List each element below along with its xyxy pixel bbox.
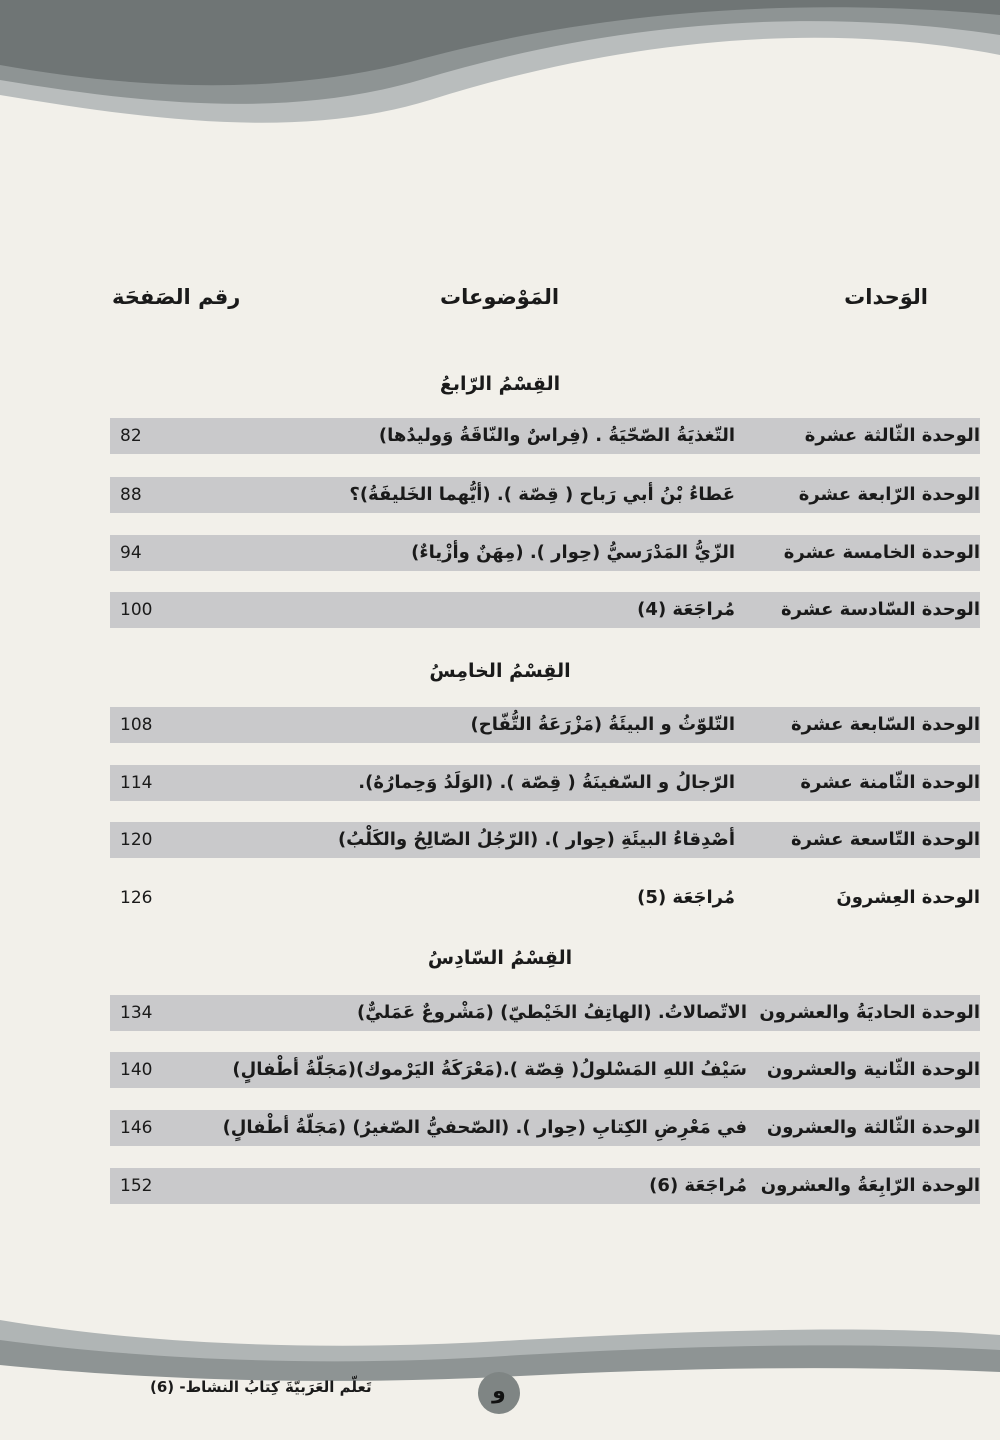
section-title: القِسْمُ السّادِسُ [427,947,573,969]
topic-label: مُراجَعَة (6) [649,1175,747,1196]
page-number: 140 [120,1060,153,1080]
unit-label: الوحدة التّاسعة عشرة [791,829,980,850]
topic-label: في مَعْرِضِ الكِتابِ (حِوار ). (الصّحفيُّ الصّغيرُ) (مَجَلّةُ أطْفالٍ) [222,1117,747,1138]
toc-row [110,1052,980,1088]
topic-label: التّلوّثُ و البيئَةُ (مَزْرَعَةُ التُّفّاح) [470,714,735,735]
page-number: 146 [120,1118,153,1138]
unit-label: الوحدة الرّابِعَةُ والعشرون [760,1175,980,1196]
toc-row [110,477,980,513]
header-topics: المَوْضوعات [440,285,560,309]
page-number: 88 [120,485,142,505]
unit-label: الوحدة الثّانية والعشرون [766,1059,980,1080]
page-number: 120 [120,830,153,850]
toc-row [110,1110,980,1146]
topic-label: عَطاءُ بْنُ أبي رَباح ( قِصّة ). (أيُّهما الخَليفَةُ)؟ [349,484,735,505]
toc-row [110,707,980,743]
page-number: 134 [120,1003,153,1023]
toc-row [110,822,980,858]
unit-label: الوحدة الخامسة عشرة [783,542,980,563]
section-title: القِسْمُ الرّابعُ [439,373,561,395]
unit-label: الوحدة الثّالثة والعشرون [766,1117,980,1138]
topic-label: الرّجالُ و السّفينَةُ ( قِصّة ). (الوَلَدُ وَحِمارُهُ). [358,772,735,793]
toc-row [110,765,980,801]
toc-row [110,995,980,1031]
unit-label: الوحدة السّادسة عشرة [780,599,980,620]
page-number: 108 [120,715,153,735]
unit-label: الوحدة السّابعة عشرة [790,714,980,735]
toc-row [110,1168,980,1204]
page-number: 152 [120,1176,153,1196]
page-number-badge: و [478,1372,520,1414]
unit-label: الوحدة الثّالثة عشرة [804,425,980,446]
topic-label: مُراجَعَة (5) [637,887,735,908]
unit-label: الوحدة الحاديَةُ والعشرون [759,1002,980,1023]
header-page-number: رقم الصَفحَة [112,285,241,309]
page-number: 114 [120,773,153,793]
topic-label: أصْدِقاءُ البيئَةِ (حِوار ). (الرّجُلُ الصّالِحُ والكَلْبُ) [337,829,735,850]
page-number: 100 [120,600,153,620]
topic-label: مُراجَعَة (4) [637,599,735,620]
toc-row [110,880,980,916]
topic-label: سَيْفُ اللهِ المَسْلولُ( قِصّة ).(مَعْرَكَةُ اليَرْموك)(مَجَلّةُ أطْفالٍ) [232,1059,747,1080]
page-number: 94 [120,543,142,563]
unit-label: الوحدة الرّابعة عشرة [798,484,980,505]
unit-label: الوحدة العِشرونَ [836,887,980,908]
unit-label: الوحدة الثّامنة عشرة [800,772,980,793]
topic-label: الاتّصالاتُ. (الهاتِفُ الخَيْطيّ) (مَشْروعٌ عَمَليٌّ) [357,1002,747,1023]
toc-row [110,592,980,628]
page-number: 126 [120,888,153,908]
section-title: القِسْمُ الخامِسُ [429,660,571,682]
book-title: تَعلّم العَرَبيّةَ كِتابُ النشاط- (6) [150,1378,372,1396]
toc-row [110,535,980,571]
topic-label: التّغذيَةُ الصّحّيَةُ . (فِراسٌ والنّاقَةُ وَوليدُها) [378,425,735,446]
toc-row [110,418,980,454]
header-units: الوَحدات [844,285,928,309]
page-number: 82 [120,426,142,446]
topic-label: الزّيُّ المَدْرَسيُّ (حِوار ). (مِهَنٌ وأزْياءٌ) [411,542,735,563]
